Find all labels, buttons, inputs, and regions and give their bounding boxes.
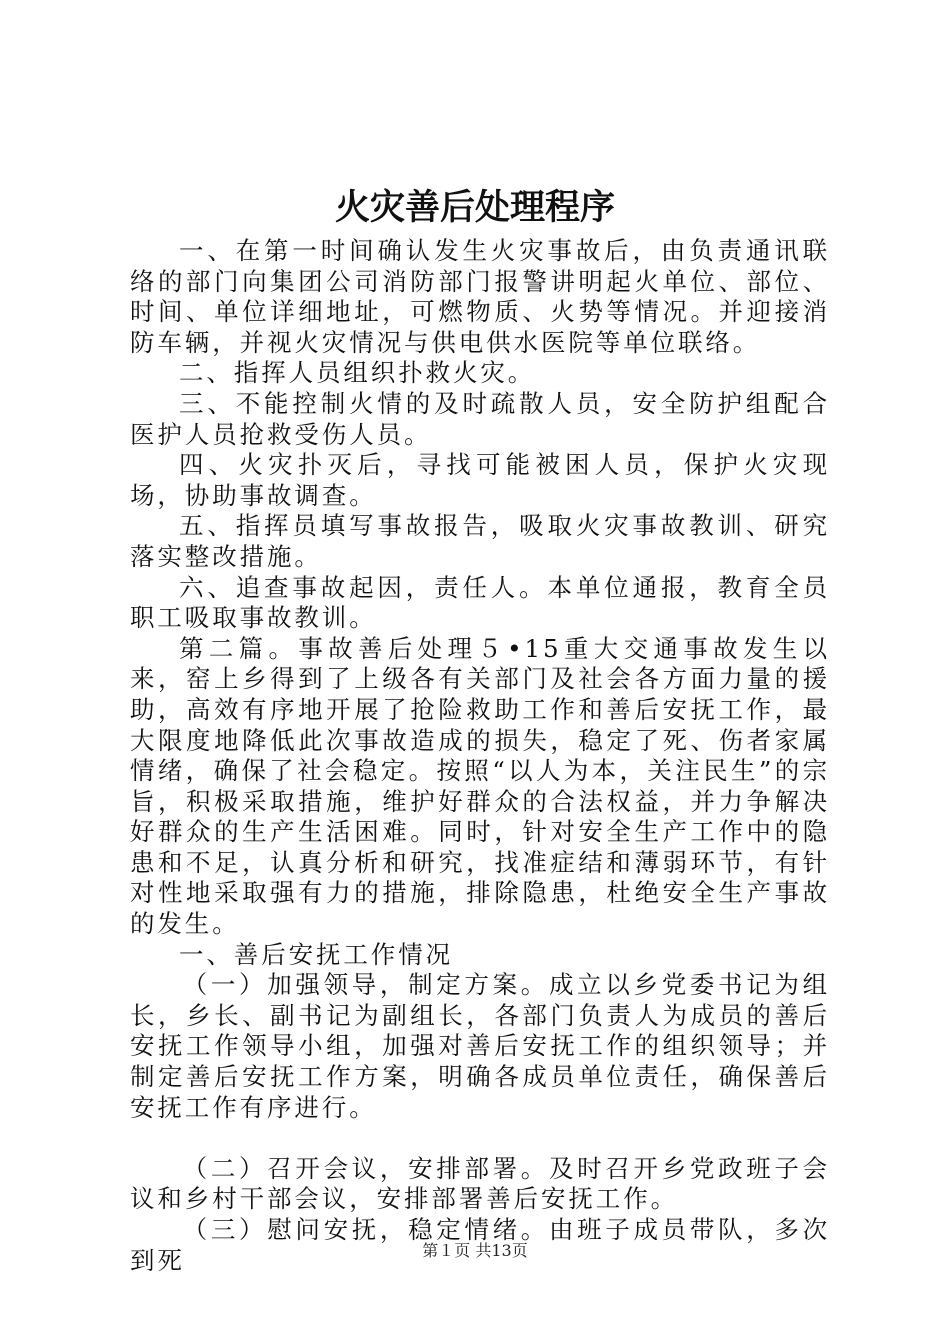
paragraph: 三、不能控制火情的及时疏散人员，安全防护组配合医护人员抢救受伤人员。 — [130, 388, 830, 449]
paragraph: （二）召开会议，安排部署。及时召开乡党政班子会议和乡村干部会议，安排部署善后安抚工作。 — [130, 1153, 830, 1214]
paragraph: 五、指挥员填写事故报告，吸取火灾事故教训、研究落实整改措施。 — [130, 511, 830, 571]
paragraph: 二、指挥人员组织扑救火灾。 — [179, 358, 536, 388]
section-heading: 一、善后安抚工作情况 — [179, 939, 453, 969]
document-body — [130, 236, 830, 1276]
paragraph: 四、火灾扑灭后，寻找可能被困人员，保护火灾现场，协助事故调查。 — [130, 450, 830, 510]
paragraph: （一）加强领导，制定方案。成立以乡党委书记为组长，乡长、副书记为副组长，各部门负责人为成员的善后安抚工作领导小组，加强对善后安抚工作的组织领导；并制定善后安抚工作方案，明确各成员单位责任，确保善后安抚工作有序进行。 — [130, 970, 830, 1122]
page-footer: 第１页 共13页 — [422, 1241, 528, 1260]
paragraph: 六、追查事故起因，责任人。本单位通报，教育全员职工吸取事故教训。 — [130, 572, 830, 633]
document-title: 火灾善后处理程序 — [334, 187, 615, 228]
paragraph: 第二篇。事故善后处理５•15重大交通事故发生以来，窑上乡得到了上级各有关部门及社会各方面力量的援助，高效有序地开展了抢险救助工作和善后安抚工作，最大限度地降低此次事故造成的损失，稳定了死、伤者家属情绪，确保了社会稳定。按照“以人为本，关注民生”的宗旨，积极采取措施，维护好群众的合法权益，并力争解决好群众的生产生活困难。同时，针对安全生产工作中的隐患和不足，认真分析和研究，找准症结和薄弱环节，有针对性地采取强有力的措施，排除隐患，杜绝安全生产事故的发生。 — [130, 633, 830, 939]
paragraph: （三）慰问安抚，稳定情绪。由班子成员带队，多次到死 — [130, 1215, 830, 1275]
paragraph: 一、在第一时间确认发生火灾事故后，由负责通讯联络的部门向集团公司消防部门报警讲明起火单位、部位、时间、单位详细地址，可燃物质、火势等情况。并迎接消防车辆，并视火灾情况与供电供水医院等单位联络。 — [130, 236, 830, 357]
